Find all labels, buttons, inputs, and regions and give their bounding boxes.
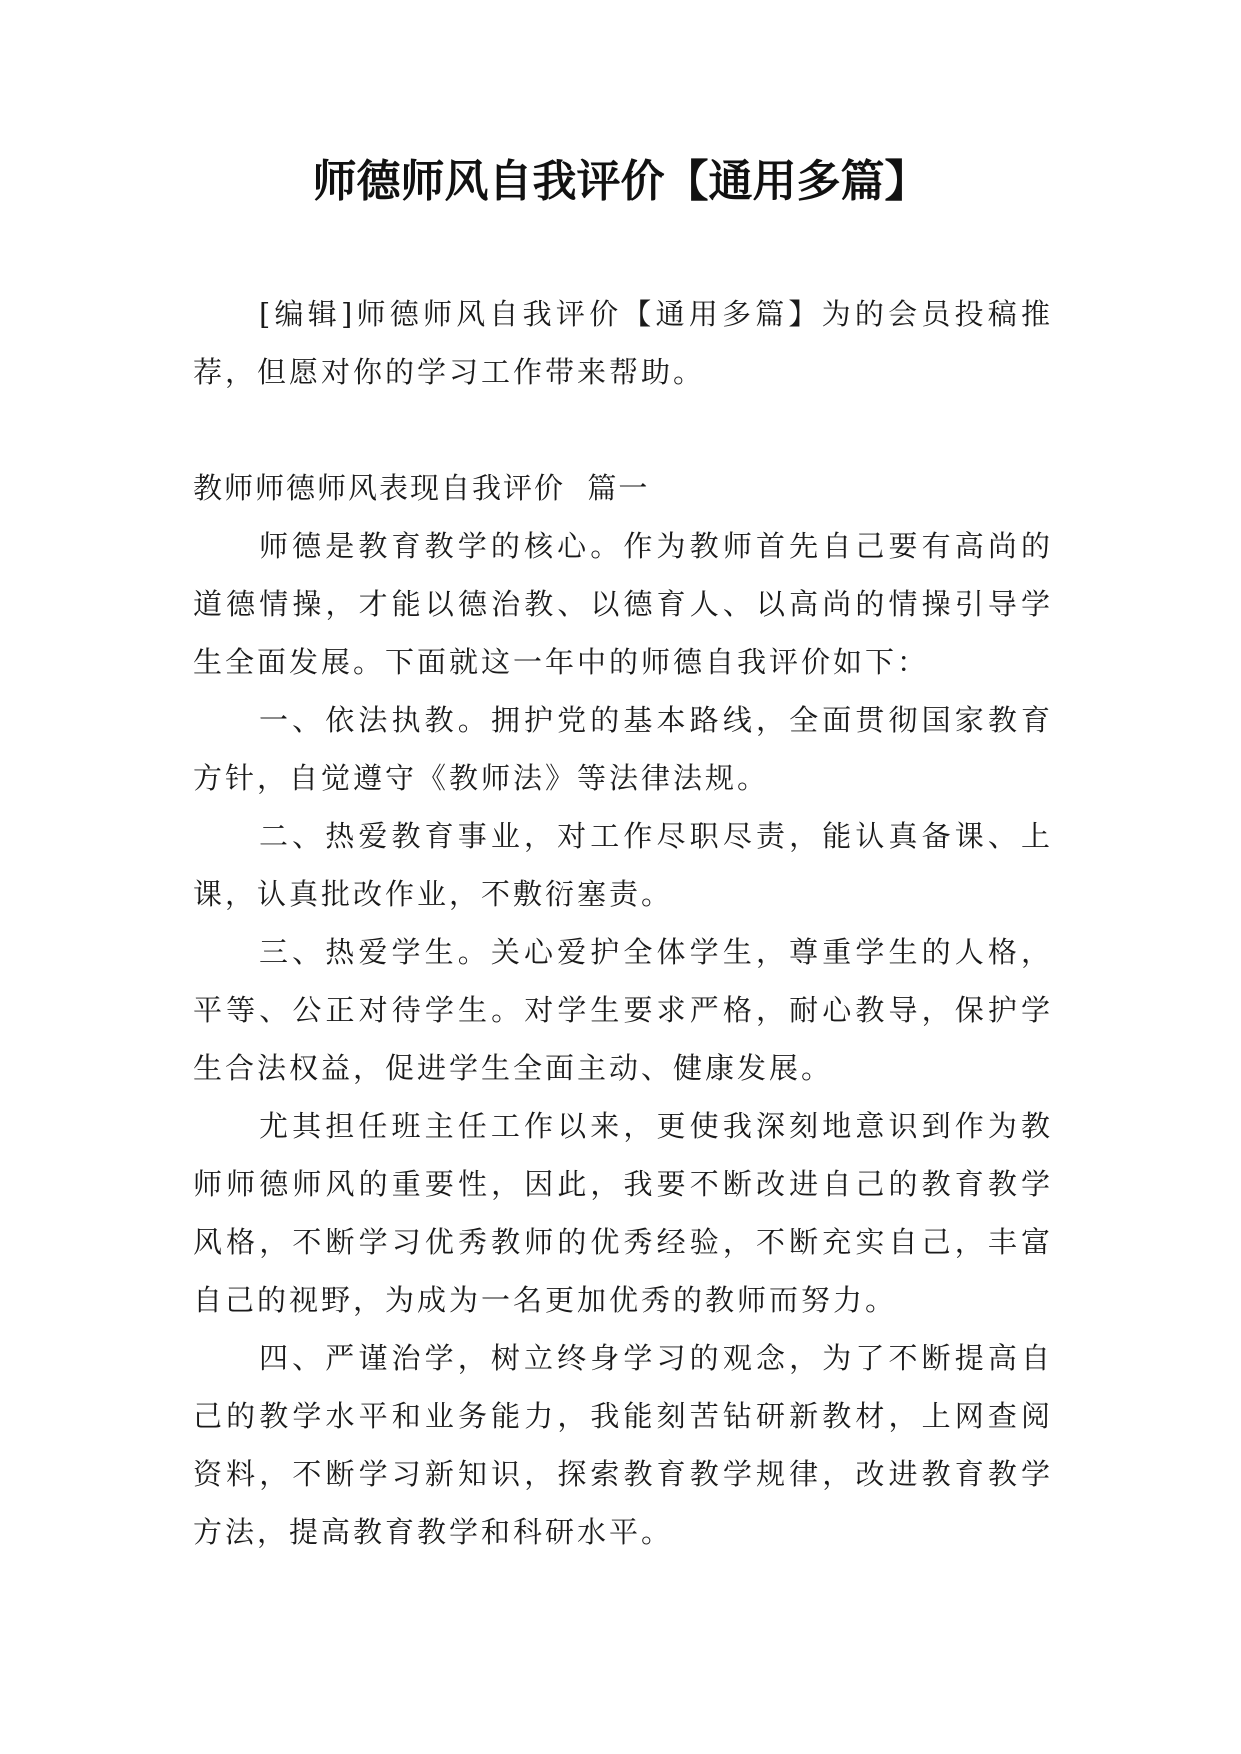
body-paragraph: 尤其担任班主任工作以来，更使我深刻地意识到作为教师师德师风的重要性，因此，我要不断改进自己的教育教学风格，不断学习优秀教师的优秀经验，不断充实自己，丰富自己的视野，为成为一名更加优秀的教师而努力。 <box>193 1109 1053 1317</box>
body-paragraph: 师德是教育教学的核心。作为教师首先自己要有高尚的道德情操，才能以德治教、以德育人、以高尚的情操引导学生全面发展。下面就这一年中的师德自我评价如下： <box>193 529 1053 679</box>
document-body <box>193 285 1053 1561</box>
section-heading: 教师师德师风表现自我评价 篇一 <box>193 471 650 505</box>
body-paragraph: 四、严谨治学，树立终身学习的观念，为了不断提高自己的教学水平和业务能力，我能刻苦钻研新教材，上网查阅资料，不断学习新知识，探索教育教学规律，改进教育教学方法，提高教育教学和科研水平。 <box>193 1341 1053 1549</box>
document-title: 师德师风自我评价【通用多篇】 <box>312 156 929 207</box>
body-paragraph: 一、依法执教。拥护党的基本路线，全面贯彻国家教育方针，自觉遵守《教师法》等法律法规。 <box>193 703 1053 795</box>
body-paragraph: 三、热爱学生。关心爱护全体学生，尊重学生的人格，平等、公正对待学生。对学生要求严格，耐心教导，保护学生合法权益，促进学生全面主动、健康发展。 <box>193 935 1053 1085</box>
intro-paragraph: [编辑]师德师风自我评价【通用多篇】为的会员投稿推荐，但愿对你的学习工作带来帮助。 <box>193 297 1053 389</box>
body-paragraph: 二、热爱教育事业，对工作尽职尽责，能认真备课、上课，认真批改作业，不敷衍塞责。 <box>193 819 1053 911</box>
